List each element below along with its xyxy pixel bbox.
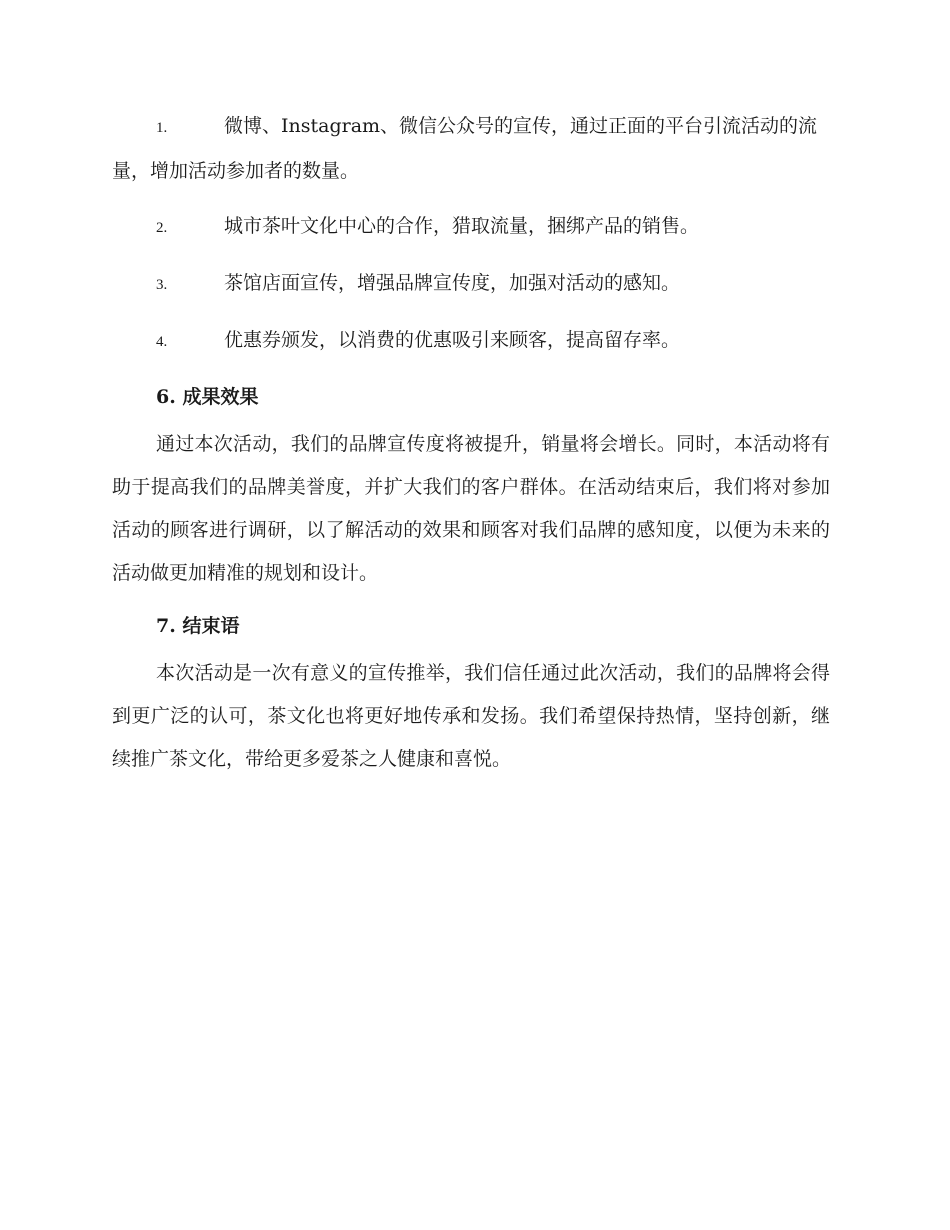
section-heading-results: 6. 成果效果 [156, 386, 259, 408]
list-number: 1. [156, 120, 168, 136]
list-number: 2. [156, 220, 168, 236]
document-content [112, 105, 830, 791]
list-number: 4. [156, 334, 168, 350]
list-text: 城市茶叶文化中心的合作，猎取流量，捆绑产品的销售。 [224, 215, 700, 237]
list-text: 优惠券颁发，以消费的优惠吸引来顾客，提高留存率。 [224, 329, 681, 351]
list-item-1 [112, 105, 830, 193]
section-heading-conclusion: 7. 结束语 [156, 615, 240, 637]
list-item-3 [112, 262, 830, 307]
list-item-4 [112, 319, 830, 364]
section-body-results: 通过本次活动，我们的品牌宣传度将被提升，销量将会增长。同时，本活动将有助于提高我们的品牌美誉度，并扩大我们的客户群体。在活动结束后，我们将对参加活动的顾客进行调研，以了解活动的效果和顾客对我们品牌的感知度，以便为未来的活动做更加精准的规划和设计。 [112, 433, 830, 584]
list-item-2 [112, 205, 830, 250]
list-number: 3. [156, 277, 168, 293]
list-text: 茶馆店面宣传，增强品牌宣传度，加强对活动的感知。 [224, 272, 681, 294]
section-body-conclusion: 本次活动是一次有意义的宣传推举，我们信任通过此次活动，我们的品牌将会得到更广泛的认可，茶文化也将更好地传承和发扬。我们希望保持热情，坚持创新，继续推广茶文化，带给更多爱茶之人健康和喜悦。 [112, 662, 830, 770]
list-text: 微博、Instagram、微信公众号的宣传，通过正面的平台引流活动的流量，增加活动参加者的数量。 [112, 115, 818, 182]
